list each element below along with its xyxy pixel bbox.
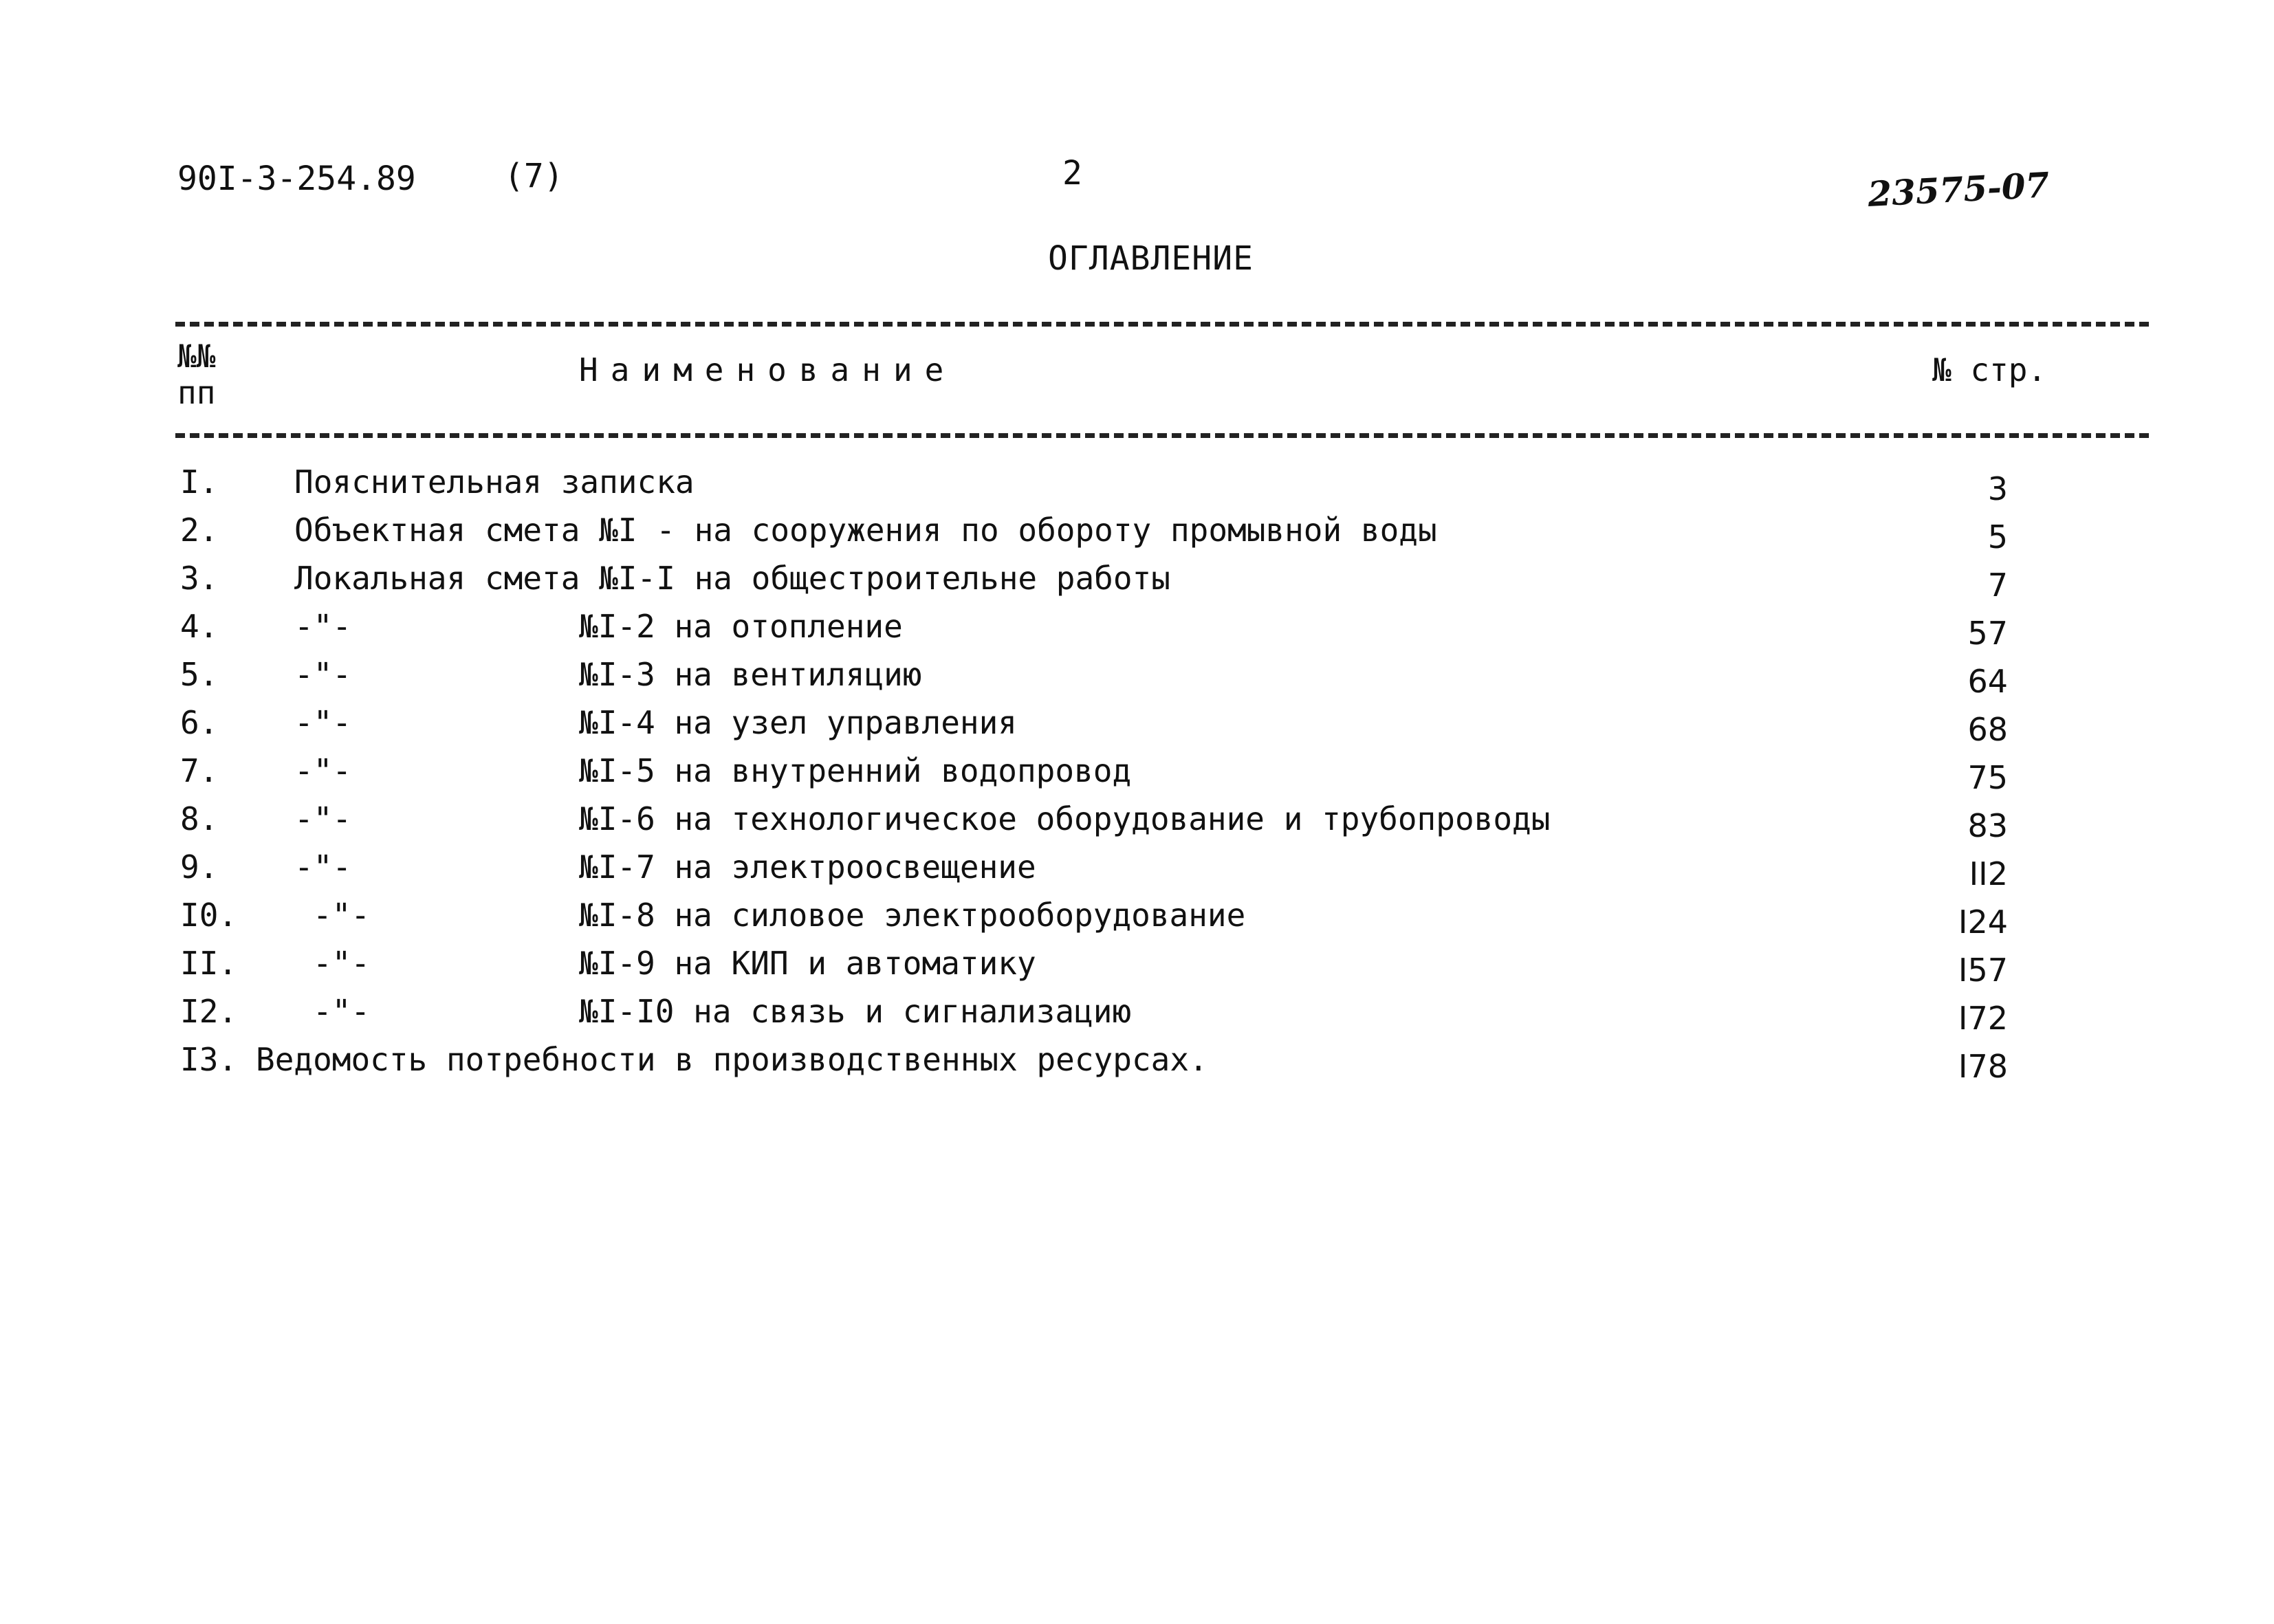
archive-number-handwritten: 23575-07	[1866, 164, 2051, 215]
item-name: №I-2 на отопление	[579, 608, 903, 645]
list-item	[0, 650, 2274, 699]
item-page: I72	[1958, 1000, 2008, 1037]
list-item	[0, 699, 2274, 747]
list-item	[0, 795, 2274, 843]
table-top-rule	[175, 322, 2149, 327]
item-page: 3	[1987, 470, 2008, 507]
item-number: I0.	[180, 897, 238, 934]
item-number: II.	[180, 945, 238, 982]
column-header-page: № стр.	[1932, 351, 2047, 388]
item-page: 57	[1967, 615, 2008, 652]
page-number: 2	[1062, 154, 1082, 193]
item-number: 7.	[180, 752, 219, 789]
item-page: 5	[1987, 518, 2008, 556]
list-item	[0, 602, 2274, 650]
ditto-mark: -"-	[294, 848, 352, 886]
item-page: II2	[1969, 855, 2008, 892]
item-number: I.	[180, 463, 219, 501]
ditto-mark: -"-	[294, 800, 352, 837]
column-header-number	[177, 338, 215, 411]
item-name: Объектная смета №I - на сооружения по обороту промывной воды	[294, 512, 1437, 549]
item-name: Локальная смета №I-I на общестроительне работы	[294, 560, 1170, 597]
list-item	[0, 987, 2274, 1035]
item-page: 83	[1967, 807, 2008, 844]
item-page: I24	[1958, 903, 2008, 941]
list-item	[0, 891, 2274, 939]
ditto-mark: -"-	[313, 945, 371, 982]
item-number: I3.	[180, 1041, 238, 1078]
document-code: 90I-3-254.89	[177, 160, 416, 198]
document-title: ОГЛАВЛЕНИЕ	[1048, 239, 1254, 278]
item-page: 75	[1967, 759, 2008, 796]
item-name: №I-7 на электроосвещение	[579, 848, 1036, 886]
item-page: 68	[1967, 711, 2008, 748]
list-item	[0, 843, 2274, 891]
item-number: 2.	[180, 512, 219, 549]
item-name: Пояснительная записка	[294, 463, 695, 501]
item-number: 4.	[180, 608, 219, 645]
item-name: №I-3 на вентиляцию	[579, 656, 922, 693]
item-page: I78	[1958, 1048, 2008, 1085]
ditto-mark: -"-	[313, 993, 371, 1030]
item-page: 7	[1987, 567, 2008, 604]
item-name: Ведомость потребности в производственных ресурсах.	[256, 1041, 1208, 1078]
ditto-mark: -"-	[294, 752, 352, 789]
item-number: 6.	[180, 704, 219, 741]
list-item	[0, 458, 2274, 506]
ditto-mark: -"-	[294, 656, 352, 693]
item-name: №I-5 на внутренний водопровод	[579, 752, 1132, 789]
item-number: 5.	[180, 656, 219, 693]
ditto-mark: -"-	[294, 608, 352, 645]
item-name: №I-8 на силовое электрооборудование	[579, 897, 1246, 934]
item-number: 8.	[180, 800, 219, 837]
table-header-rule	[175, 433, 2149, 438]
list-item	[0, 1035, 2274, 1084]
item-number: 9.	[180, 848, 219, 886]
item-number: 3.	[180, 560, 219, 597]
item-name: №I-I0 на связь и сигнализацию	[579, 993, 1132, 1030]
item-number: I2.	[180, 993, 238, 1030]
item-name: №I-4 на узел управления	[579, 704, 1017, 741]
ditto-mark: -"-	[294, 704, 352, 741]
list-item	[0, 747, 2274, 795]
list-item	[0, 554, 2274, 602]
column-header-number-line2: пп	[177, 373, 216, 411]
item-page: I57	[1958, 952, 2008, 989]
sheet-mark: (7)	[504, 157, 564, 195]
item-page: 64	[1967, 663, 2008, 700]
item-name: №I-9 на КИП и автоматику	[579, 945, 1036, 982]
ditto-mark: -"-	[313, 897, 371, 934]
item-name: №I-6 на технологическое оборудование и трубопроводы	[579, 800, 1551, 837]
list-item	[0, 939, 2274, 987]
column-header-name: Наименование	[579, 351, 956, 388]
column-header-number-line1: №№	[177, 338, 216, 375]
list-item	[0, 506, 2274, 554]
